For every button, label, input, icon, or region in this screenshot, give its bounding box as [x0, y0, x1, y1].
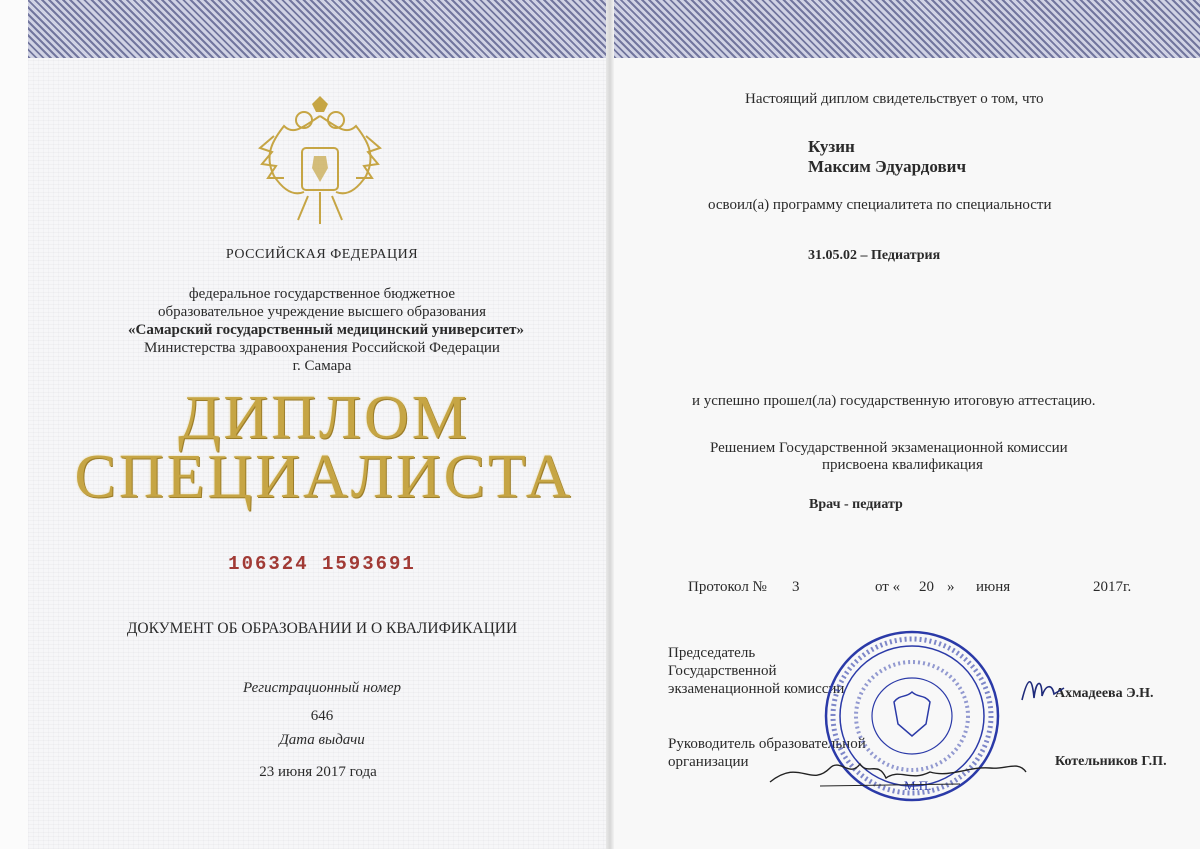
program-text: освоил(а) программу специалитета по специальности: [708, 197, 1052, 213]
signature-icon: [760, 738, 1030, 798]
attestation-text: и успешно прошел(ла) государственную итоговую аттестацию.: [692, 393, 1096, 409]
issue-date-label: Дата выдачи: [279, 732, 365, 748]
graduate-name: Максим Эдуардович: [808, 157, 967, 176]
chair-line-1: Председатель: [668, 645, 756, 661]
university-name: «Самарский государственный медицинский университет»: [128, 322, 524, 338]
protocol-month: июня: [976, 579, 1011, 595]
protocol-day: 20: [919, 579, 934, 595]
registration-number: 646: [310, 708, 334, 724]
decorative-band-right: [614, 0, 1200, 58]
head-line-1: Руководитель образовательной: [668, 736, 866, 752]
diploma-title-line-2: СПЕЦИАЛИСТА: [74, 443, 574, 511]
head-name: Котельников Г.П.: [1055, 754, 1167, 769]
chair-line-2: Государственной: [668, 663, 777, 679]
intro-text: Настоящий диплом свидетельствует о том, что: [745, 91, 1044, 107]
serial-number: 106324 1593691: [228, 553, 416, 575]
stamp-mark: М.П.: [904, 778, 932, 793]
country-name: РОССИЙСКАЯ ФЕДЕРАЦИЯ: [225, 247, 419, 262]
diploma-title-line-1: ДИПЛОМ: [178, 384, 470, 452]
coat-of-arms-icon: [254, 96, 386, 232]
registration-label: Регистрационный номер: [242, 680, 402, 696]
specialty: 31.05.02 – Педиатрия: [808, 248, 941, 263]
org-line-2: образовательное учреждение высшего образования: [158, 304, 486, 320]
decorative-band-left: [28, 0, 606, 58]
document-type: ДОКУМЕНТ ОБ ОБРАЗОВАНИИ И О КВАЛИФИКАЦИИ: [126, 620, 518, 637]
protocol-label: Протокол №: [688, 579, 767, 595]
chair-line-3: экзаменационной комиссии: [668, 681, 845, 697]
decision-line-2: присвоена квалификация: [822, 457, 983, 473]
org-line-4: Министерства здравоохранения Российской Федерации: [144, 340, 500, 356]
qualification: Врач - педиатр: [809, 497, 903, 512]
protocol-number: 3: [792, 579, 800, 595]
chair-name: Ахмадеева Э.Н.: [1055, 686, 1154, 701]
page-fold: [606, 0, 614, 849]
head-line-2: организации: [668, 754, 749, 770]
org-line-1: федеральное государственное бюджетное: [188, 286, 456, 302]
city: г. Самара: [292, 358, 352, 374]
decision-line-1: Решением Государственной экзаменационной комиссии: [710, 440, 1068, 456]
graduate-surname: Кузин: [808, 137, 855, 156]
protocol-year: 2017г.: [1093, 579, 1132, 595]
issue-date: 23 июня 2017 года: [259, 764, 377, 780]
signature-icon: [1018, 670, 1068, 710]
protocol-date-from: от «: [875, 579, 901, 595]
protocol-date-close: »: [947, 579, 955, 595]
